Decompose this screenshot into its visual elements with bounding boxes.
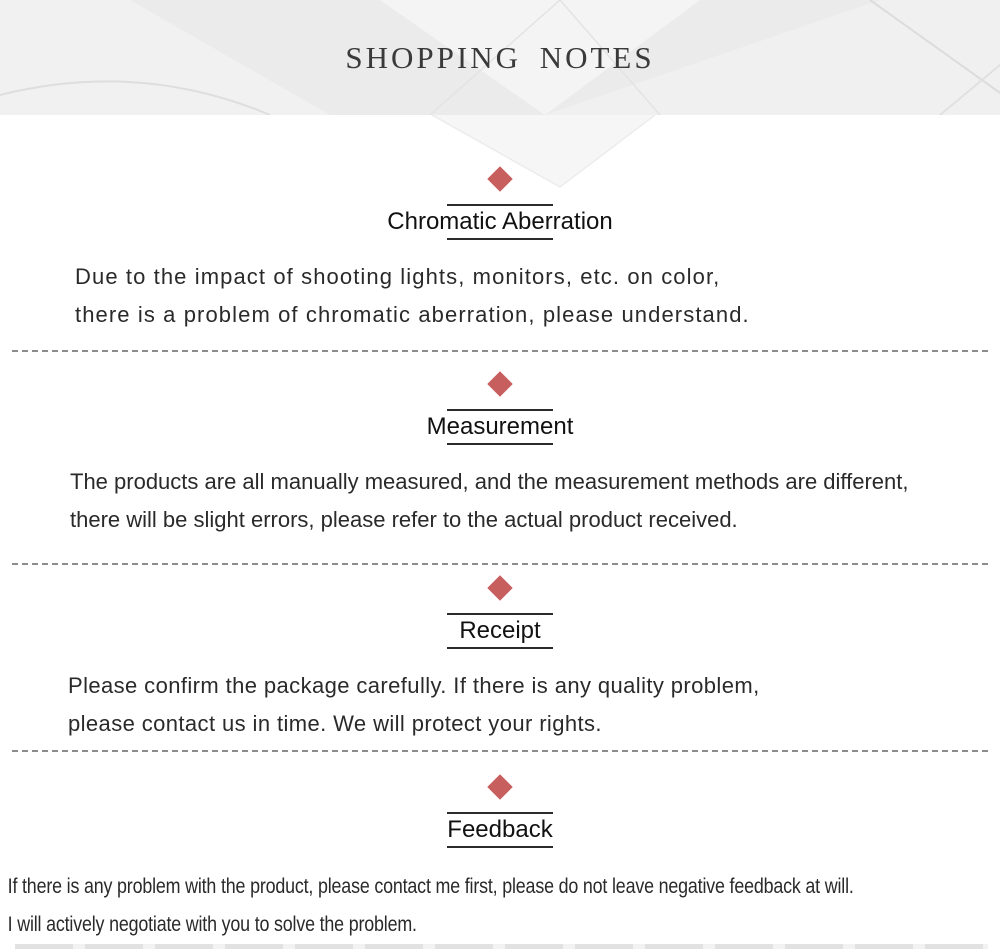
bottom-band bbox=[15, 944, 988, 949]
heading-rule-top bbox=[447, 812, 553, 814]
page-header bbox=[0, 0, 1000, 115]
section-measurement bbox=[0, 375, 1000, 539]
section-text-line: If there is any problem with the product, please contact me first, please do not leave negative feedback at will. bbox=[7, 875, 854, 898]
heading-rule-bottom bbox=[447, 846, 553, 848]
heading-rule-bottom bbox=[447, 443, 553, 445]
diamond-icon bbox=[487, 575, 512, 600]
dashed-separator bbox=[12, 563, 988, 565]
section-heading: Feedback bbox=[447, 816, 553, 843]
diamond-icon bbox=[487, 166, 512, 191]
heading-rule-bottom bbox=[447, 238, 553, 240]
section-heading: Receipt bbox=[459, 617, 541, 644]
diamond-icon bbox=[487, 774, 512, 799]
dashed-separator bbox=[12, 350, 988, 352]
section-heading: Measurement bbox=[426, 413, 574, 440]
section-chromatic-aberration bbox=[0, 170, 1000, 334]
section-text-line: Due to the impact of shooting lights, monitors, etc. on color, bbox=[75, 264, 721, 289]
page-title: SHOPPING NOTES bbox=[345, 40, 655, 75]
section-feedback bbox=[0, 778, 1000, 944]
section-receipt bbox=[0, 579, 1000, 743]
section-text-line: Please confirm the package carefully. If there is any quality problem, bbox=[68, 673, 760, 698]
diamond-icon bbox=[487, 371, 512, 396]
heading-rule-top bbox=[447, 204, 553, 206]
dashed-separator bbox=[12, 750, 988, 752]
section-heading: Chromatic Aberration bbox=[387, 208, 613, 235]
heading-rule-top bbox=[447, 613, 553, 615]
heading-rule-top bbox=[447, 409, 553, 411]
section-text-line: there is a problem of chromatic aberration, please understand. bbox=[75, 302, 750, 327]
section-text-line: The products are all manually measured, and the measurement methods are different, bbox=[70, 469, 909, 494]
section-text-line: please contact us in time. We will protect your rights. bbox=[68, 711, 602, 736]
section-text-line: there will be slight errors, please refer to the actual product received. bbox=[70, 507, 738, 532]
heading-rule-bottom bbox=[447, 647, 553, 649]
section-text-line: I will actively negotiate with you to solve the problem. bbox=[7, 913, 417, 936]
